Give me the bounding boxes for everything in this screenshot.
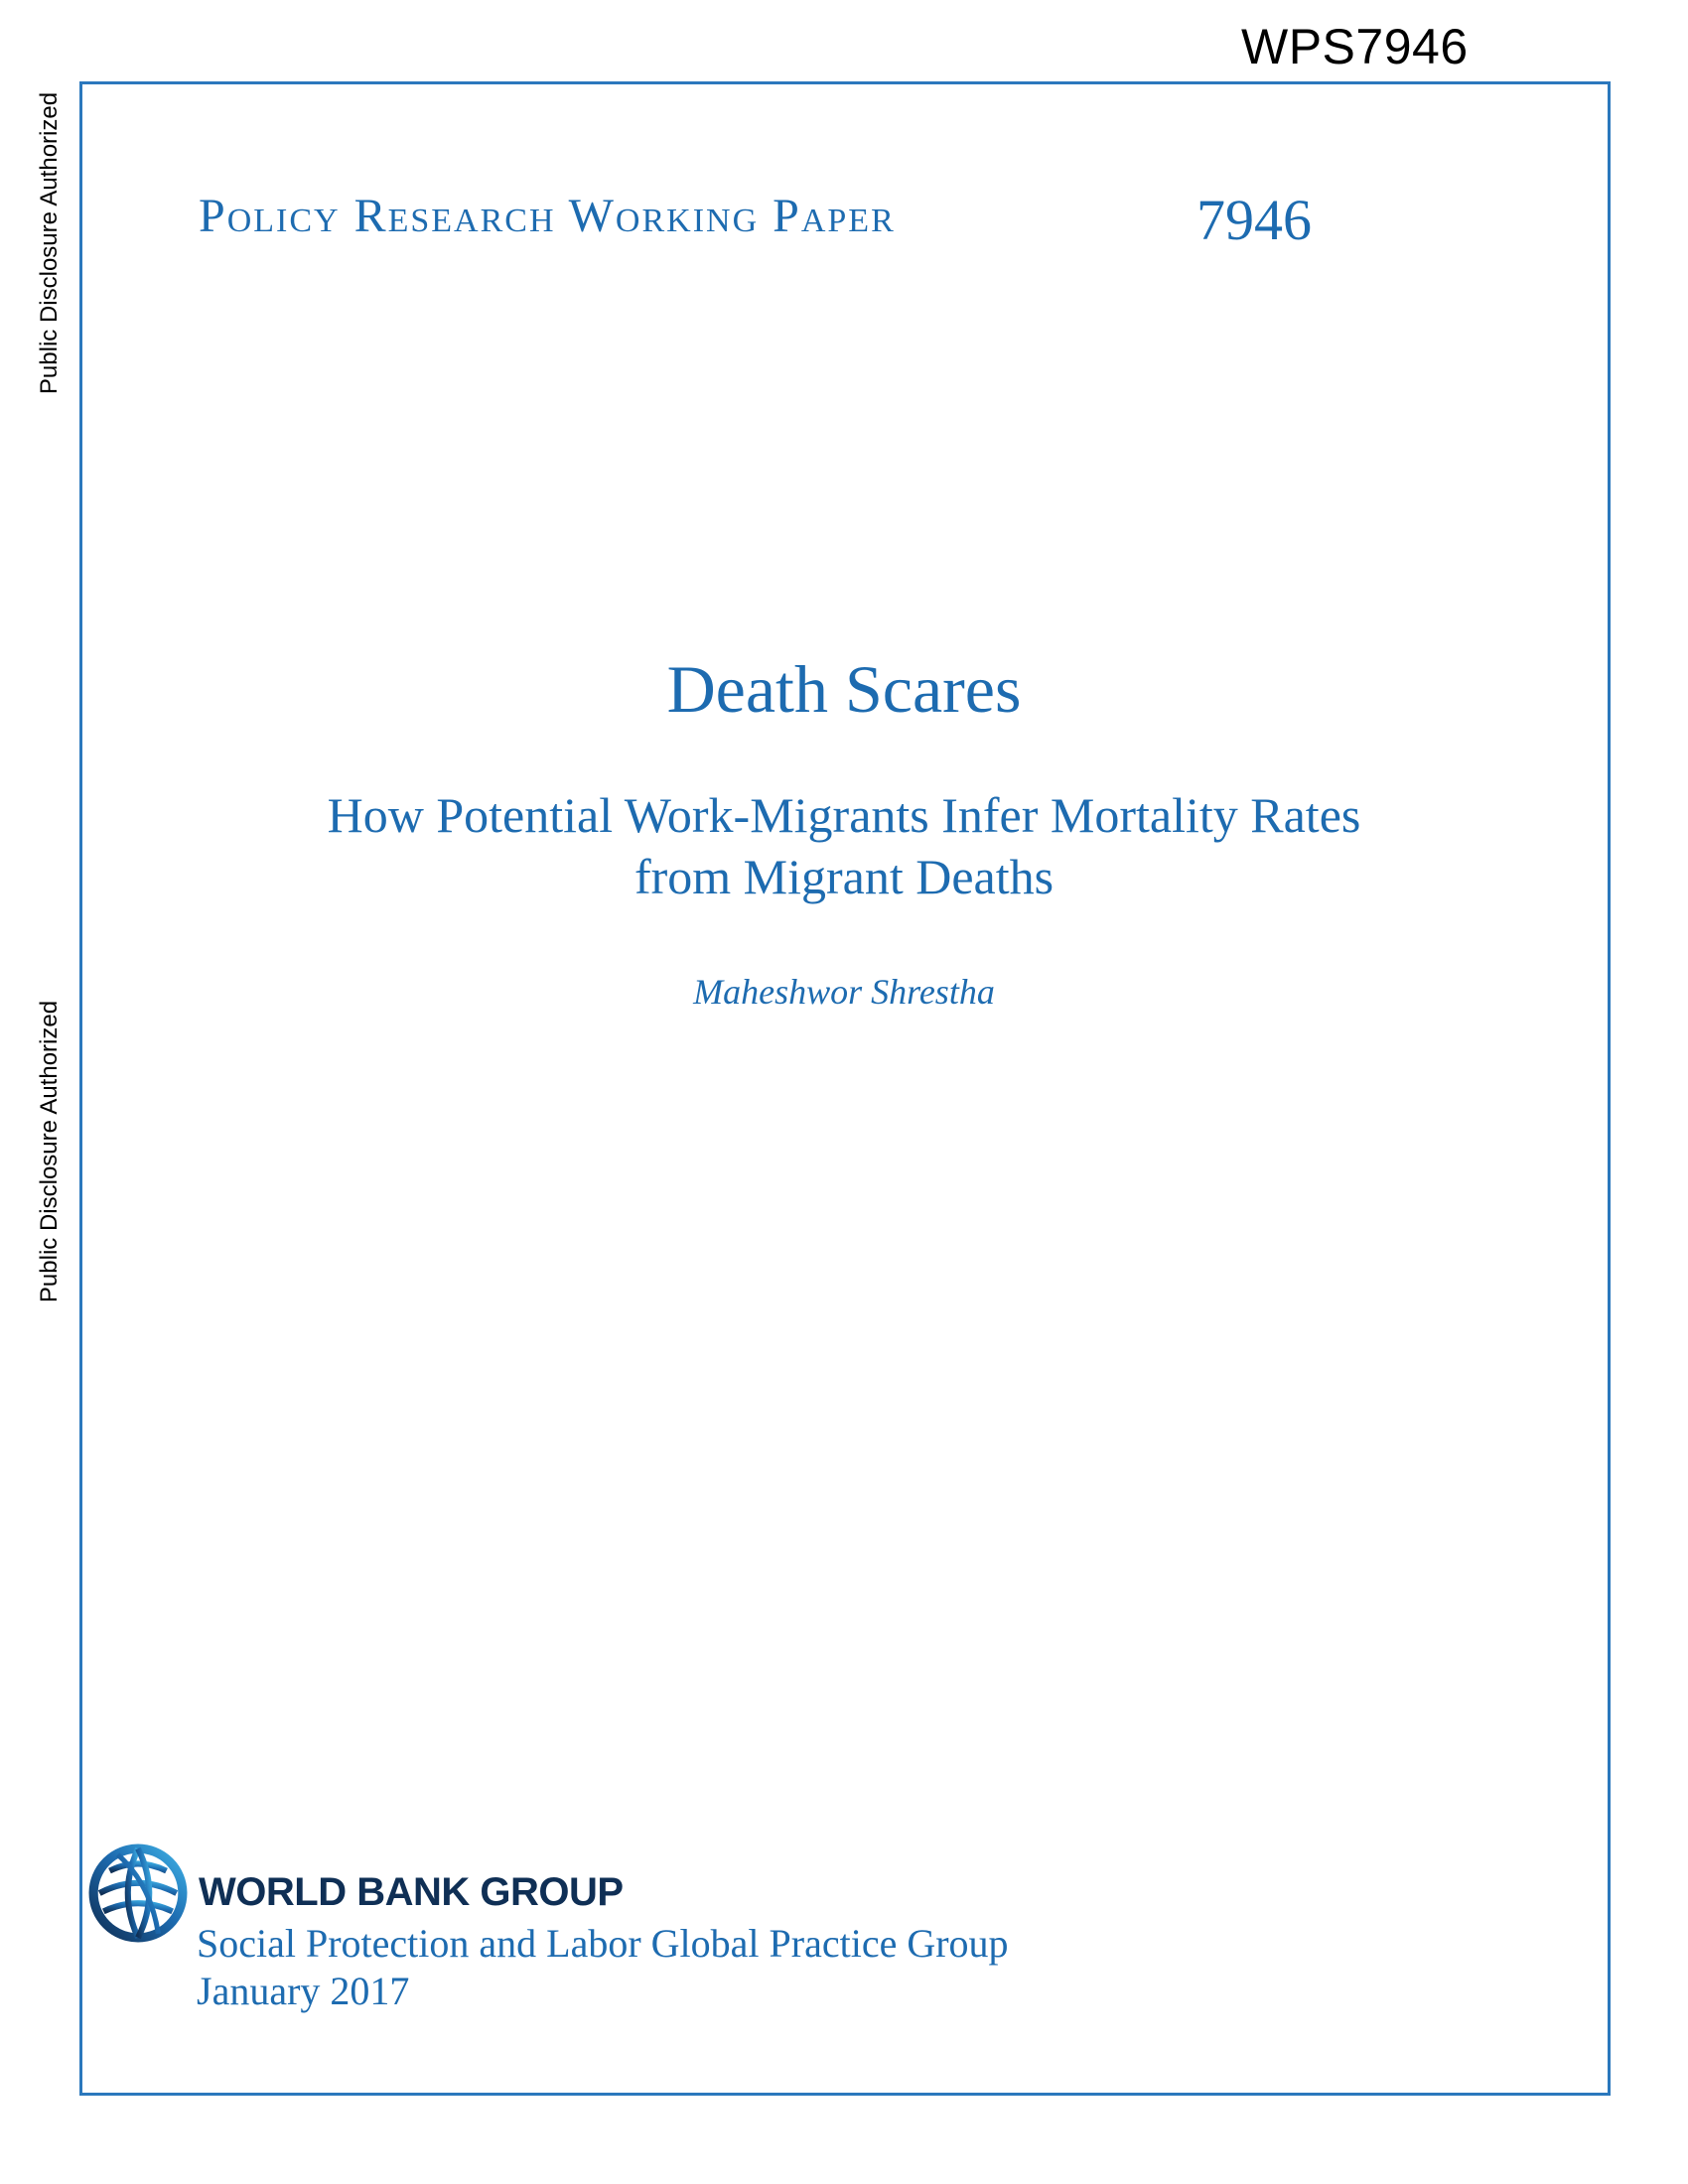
practice-group: Social Protection and Labor Global Practice Group	[197, 1921, 1009, 1966]
subtitle-line: from Migrant Deaths	[633, 849, 1055, 904]
disclosure-stamp: Public Disclosure Authorized	[36, 91, 63, 395]
document-id: WPS7946	[1241, 19, 1469, 74]
author-name: Maheshwor Shrestha	[693, 972, 995, 1012]
subtitle-line: How Potential Work-Migrants Infer Mortality Rates	[327, 787, 1361, 843]
world-bank-globe-icon	[87, 1843, 189, 1944]
disclosure-stamp: Public Disclosure Authorized	[36, 1000, 63, 1303]
paper-subtitle	[0, 784, 1688, 907]
paper-title: Death Scares	[666, 651, 1022, 727]
paper-number: 7946	[1196, 188, 1312, 252]
world-bank-group-logotype: WORLD BANK GROUP	[199, 1870, 624, 1914]
series-title: Policy Research Working Paper	[199, 190, 896, 242]
cover-frame	[79, 81, 1611, 2096]
publication-date: January 2017	[197, 1969, 410, 2013]
